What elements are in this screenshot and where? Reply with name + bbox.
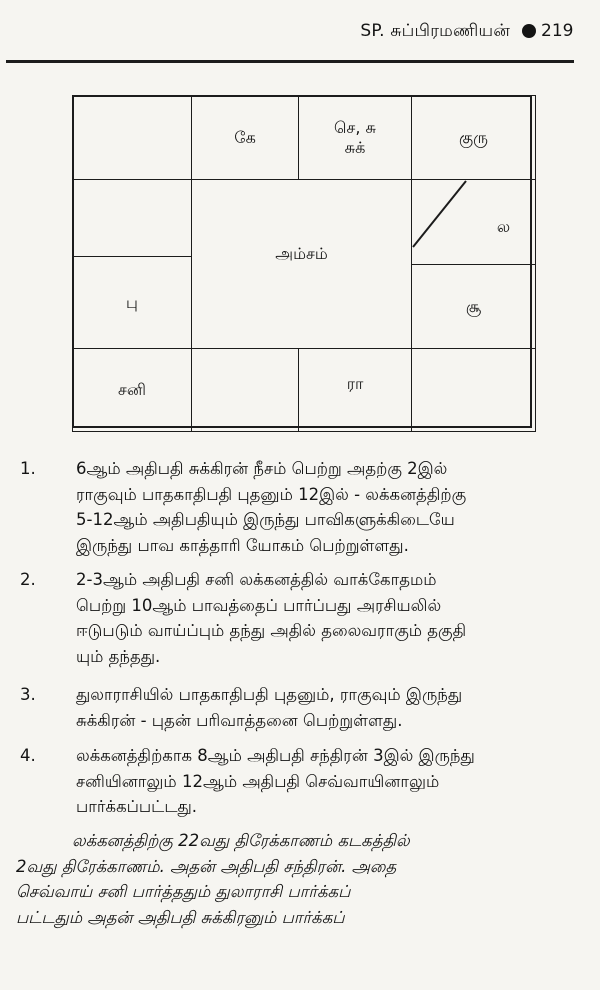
text-line: சுக்கிரன் - புதன் பரிவாத்தனை பெற்றுள்ளது.	[76, 710, 403, 730]
text-line: பெற்று 10ஆம் பாவத்தைப் பார்ப்பது அரசியலில்	[76, 595, 442, 615]
text-line: பார்க்கப்பட்டது.	[76, 797, 198, 816]
chart-cell-text: குரு	[459, 127, 488, 147]
page-header	[0, 0, 600, 64]
list-item-text	[76, 567, 581, 669]
list-item-text	[76, 682, 581, 733]
text-line: லக்கனத்திற்காக 8ஆம் அதிபதி சந்திரன் 3இல் இருந்து	[76, 746, 475, 765]
text-line: செவ்வாய் சனி பார்த்ததும் துலாராசி பார்க்கப்	[16, 882, 351, 901]
running-head-author: SP. சுப்பிரமணியன்	[360, 21, 510, 41]
page-number: 219	[541, 21, 574, 41]
text-line: ஈடுபடும் வாய்ப்பும் தந்து அதில் தலைவராகும் தகுதி	[76, 621, 467, 640]
text-line: இருந்து பாவ காத்தாரி யோகம் பெற்றுள்ளது.	[76, 535, 409, 555]
text-line: துலாராசியில் பாதகாதிபதி புதனும், ராகுவும் இருந்து	[76, 685, 463, 704]
chart-cell-text: ரா	[346, 374, 364, 393]
text-line: 2-3ஆம் அதிபதி சனி லக்கனத்தில் வாக்கோதமம்	[76, 570, 437, 589]
text-line: 2வது திரேக்காணம். அதன் அதிபதி சந்திரன். அதை	[16, 856, 397, 876]
text-line: 6ஆம் அதிபதி சுக்கிரன் நீசம் பெற்று அதற்கு 2இல்	[76, 459, 448, 478]
chart-cell-text: சுக்	[344, 137, 366, 157]
text-line: 5-12ஆம் அதிபதியும் இருந்து பாவிகளுக்கிடையே	[76, 510, 455, 529]
list-item-number: 4.	[20, 746, 36, 765]
text-line: லக்கனத்திற்கு 22வது திரேக்காணம் கடகத்தில்	[72, 831, 410, 850]
body-paragraph	[16, 828, 582, 930]
text-line: ராகுவும் பாதகாதிபதி புதனும் 12இல் - லக்கனத்திற்கு	[76, 484, 467, 504]
text-line: யும் தந்தது.	[76, 646, 161, 666]
chart-cell-text: ல	[496, 217, 511, 236]
chart-cell-text: பு	[126, 292, 138, 312]
list-item-number: 1.	[20, 459, 36, 478]
list-item-number: 3.	[20, 685, 36, 704]
list-item-text	[76, 456, 581, 558]
list-item-number: 2.	[20, 570, 36, 589]
list-item-text	[76, 743, 581, 820]
text-line: சனியினாலும் 12ஆம் அதிபதி செவ்வாயினாலும்	[76, 771, 440, 791]
chart-cell-text: கே	[234, 127, 256, 147]
amsam-chart	[72, 95, 532, 428]
chart-cell-text: சூ	[465, 296, 482, 316]
header-rule	[6, 60, 574, 63]
chart-cell-text: சனி	[118, 380, 146, 399]
chart-cell-text: செ, சு	[334, 117, 376, 137]
text-line: பட்டதும் அதன் அதிபதி சுக்கிரனும் பார்க்கப்	[16, 907, 345, 927]
bullet-dot-icon	[522, 24, 536, 38]
chart-center-label: அம்சம்	[275, 244, 328, 263]
lagna-diagonal-mark	[74, 97, 534, 430]
